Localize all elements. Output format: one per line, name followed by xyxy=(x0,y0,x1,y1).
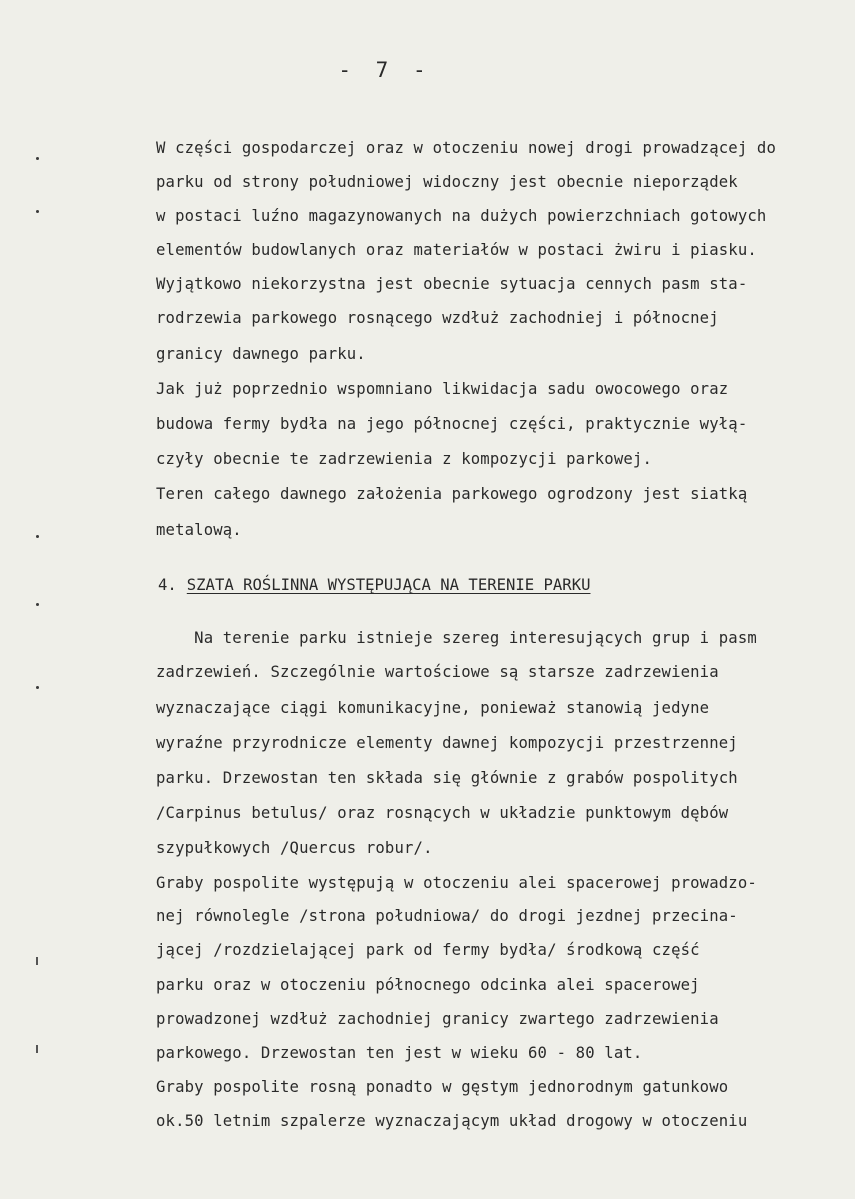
text-line: prowadzonej wzdłuż zachodniej granicy zwartego zadrzewienia xyxy=(156,1010,719,1028)
text-line: ok.50 letnim szpalerze wyznaczającym układ drogowy w otoczeniu xyxy=(156,1112,748,1130)
page-number: - 7 - xyxy=(338,58,432,82)
text-line: parku. Drzewostan ten składa się głównie z grabów pospolitych xyxy=(156,769,738,787)
text-line: czyły obecnie te zadrzewienia z kompozycji parkowej. xyxy=(156,450,652,468)
text-line: metalową. xyxy=(156,521,242,539)
section-number: 4. xyxy=(158,576,177,594)
text-line: budowa fermy bydła na jego północnej części, praktycznie wyłą- xyxy=(156,415,748,433)
text-line: w postaci luźno magazynowanych na dużych powierzchniach gotowych xyxy=(156,207,767,225)
text-line: Jak już poprzednio wspomniano likwidacja sadu owocowego oraz xyxy=(156,380,729,398)
margin-mark xyxy=(36,1045,38,1053)
section-title: SZATA ROŚLINNA WYSTĘPUJĄCA NA TERENIE PARKU xyxy=(186,576,591,594)
margin-mark xyxy=(36,603,39,606)
text-line: elementów budowlanych oraz materiałów w postaci żwiru i piasku. xyxy=(156,241,757,259)
text-line: wyraźne przyrodnicze elementy dawnej kompozycji przestrzennej xyxy=(156,734,738,752)
margin-mark xyxy=(36,157,39,160)
text-line: Graby pospolite rosną ponadto w gęstym jednorodnym gatunkowo xyxy=(156,1078,729,1096)
text-line: wyznaczające ciągi komunikacyjne, ponieważ stanowią jedyne xyxy=(156,699,710,717)
text-line: zadrzewień. Szczególnie wartościowe są starsze zadrzewienia xyxy=(156,663,719,681)
section-heading xyxy=(158,575,590,595)
text-line: Na terenie parku istnieje szereg interesujących grup i pasm xyxy=(156,629,757,647)
text-line: rodrzewia parkowego rosnącego wzdłuż zachodniej i północnej xyxy=(156,309,719,327)
margin-mark xyxy=(36,535,39,538)
text-line: W części gospodarczej oraz w otoczeniu nowej drogi prowadzącej do xyxy=(156,139,776,157)
text-line: Teren całego dawnego założenia parkowego ogrodzony jest siatką xyxy=(156,485,748,503)
text-line: Wyjątkowo niekorzystna jest obecnie sytuacja cennych pasm sta- xyxy=(156,275,748,293)
margin-mark xyxy=(36,210,39,213)
text-line: Graby pospolite występują w otoczeniu alei spacerowej prowadzo- xyxy=(156,874,757,892)
text-line: /Carpinus betulus/ oraz rosnących w układzie punktowym dębów xyxy=(156,804,729,822)
text-line: parku oraz w otoczeniu północnego odcinka alei spacerowej xyxy=(156,976,700,994)
text-line: szypułkowych /Quercus robur/. xyxy=(156,839,433,857)
margin-mark xyxy=(36,957,38,965)
text-line: jącej /rozdzielającej park od fermy bydła/ środkową część xyxy=(156,941,700,959)
text-line: nej równolegle /strona południowa/ do drogi jezdnej przecina- xyxy=(156,907,738,925)
text-line: granicy dawnego parku. xyxy=(156,345,366,363)
text-line: parkowego. Drzewostan ten jest w wieku 60 - 80 lat. xyxy=(156,1044,643,1062)
margin-mark xyxy=(36,686,39,689)
text-line: parku od strony południowej widoczny jest obecnie nieporządek xyxy=(156,173,738,191)
